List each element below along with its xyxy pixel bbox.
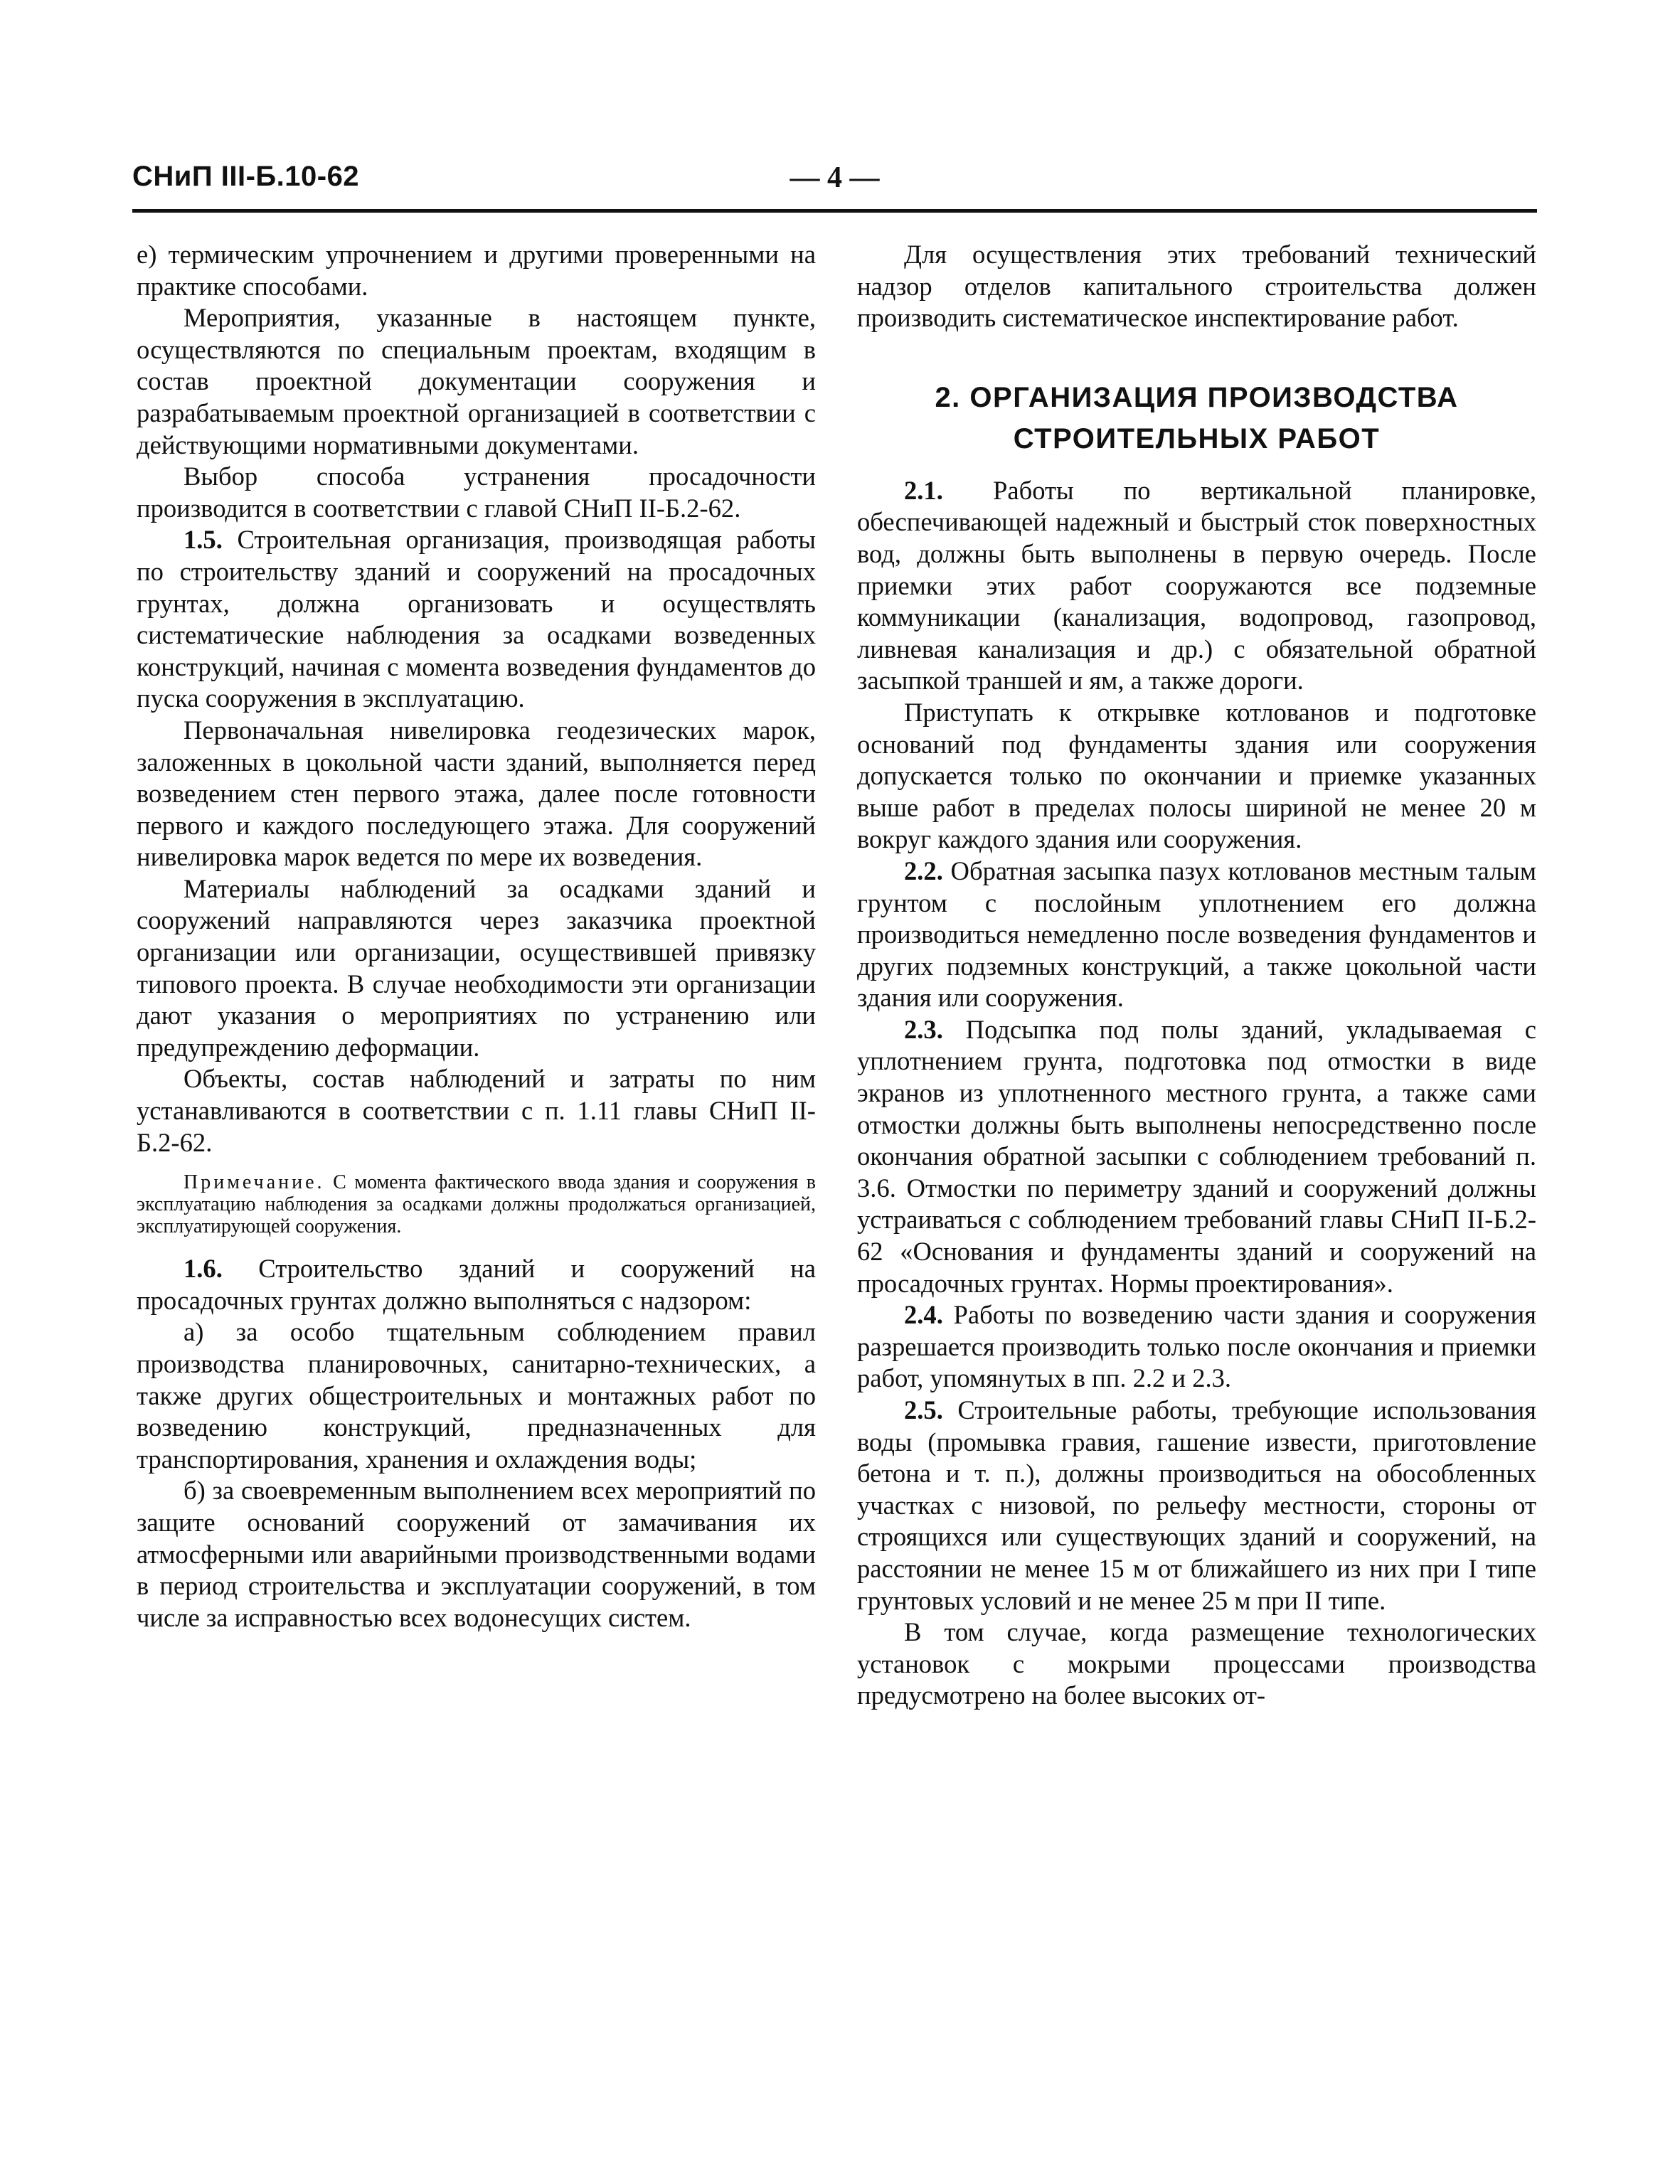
right-column <box>857 239 1536 1712</box>
clause-text: Обратная засыпка пазух котлованов местным талым грунтом с послойным уплотнением его должна производиться немедленно после возведения фундаментов и других подземных конструкций, а также цокольной части здания или сооружения. <box>857 856 1536 1013</box>
section-title-line: 2. ОРГАНИЗАЦИЯ ПРОИЗВОДСТВА <box>935 381 1459 413</box>
clause-number: 2.3. <box>904 1014 943 1044</box>
clause-text: Подсыпка под полы зданий, укладываемая с уплотнением грунта, подготовка под отмостки в виде экранов из уплотненного местного грунта, а также сами отмостки должны быть выполнены непосредственно после окончания обратной засыпки с соблюдением требований п. 3.6. Отмостки по периметру зданий и сооружений должны устраиваться с соблюдением требований главы СНиП II-Б.2-62 «Основания и фундаменты зданий и сооружений на просадочных грунтах. Нормы проектирования». <box>857 1014 1536 1298</box>
note-text: С момента фактического ввода здания и сооружения в эксплуатацию наблюдения за осадками должны продолжаться организацией, эксплуатирующей сооружения. <box>137 1171 816 1238</box>
paragraph: Приступать к открывке котлованов и подготовке оснований под фундаменты здания или сооружения допускается только по окончании и приемке указанных выше работ в пределах полосы шириной не менее 20 м вокруг каждого здания или сооружения. <box>857 697 1536 854</box>
page-header <box>132 161 1537 205</box>
document-code: СНиП III-Б.10-62 <box>132 161 360 192</box>
paragraph-2-1 <box>857 475 1536 697</box>
paragraph: В том случае, когда размещение технологических установок с мокрыми процессами производства предусмотрено на более высоких от- <box>857 1617 1536 1710</box>
clause-number: 2.4. <box>904 1300 943 1330</box>
paragraph-2-5 <box>857 1395 1536 1616</box>
clause-number: 2.1. <box>904 475 943 505</box>
left-column <box>137 239 816 1634</box>
section-title <box>857 377 1536 459</box>
clause-text: Строительство зданий и сооружений на просадочных грунтах должно выполняться с надзором: <box>137 1254 816 1315</box>
paragraph: б) за своевременным выполнением всех мероприятий по защите оснований сооружений от замачивания их атмосферными или аварийными производственными водами в период строительства и эксплуатации сооружений, в том числе за исправностью всех водонесущих систем. <box>137 1476 816 1632</box>
paragraph: Материалы наблюдений за осадками зданий и сооружений направляются через заказчика проектной организации или организации, осуществившей привязку типового проекта. В случае необходимости эти организации дают указания о мероприятиях по устранению или предупреждению деформации. <box>137 873 816 1062</box>
paragraph-1-6 <box>137 1253 816 1316</box>
clause-number: 1.5. <box>184 525 223 555</box>
paragraph-2-4 <box>857 1299 1536 1395</box>
paragraph: Мероприятия, указанные в настоящем пункте, осуществляются по специальным проектам, входящим в состав проектной документации сооружения и разрабатываемым проектной организацией в соответствии с действующими нормативными документами. <box>137 303 816 459</box>
paragraph: е) термическим упрочнением и другими проверенными на практике способами. <box>137 240 816 301</box>
note <box>137 1171 816 1237</box>
paragraph-2-3 <box>857 1014 1536 1299</box>
paragraph: Первоначальная нивелировка геодезических марок, заложенных в цокольной части зданий, выполняется перед возведением стен первого этажа, далее после готовности первого и каждого последующего этажа. Для сооружений нивелировка марок ведется по мере их возведения. <box>137 715 816 872</box>
paragraph-2-2 <box>857 856 1536 1014</box>
clause-number: 2.2. <box>904 856 943 885</box>
header-rule <box>132 209 1537 213</box>
clause-text: Строительная организация, производящая работы по строительству зданий и сооружений на просадочных грунтах, должна организовать и осуществлять систематические наблюдения за осадками возведенных конструкций, начиная с момента возведения фундаментов до пуска сооружения в эксплуатацию. <box>137 525 816 713</box>
note-label: Примечание. <box>184 1171 325 1194</box>
clause-number: 1.6. <box>184 1254 223 1284</box>
paragraph-1-5 <box>137 524 816 715</box>
section-title-line: СТРОИТЕЛЬНЫХ РАБОТ <box>1013 422 1381 454</box>
paragraph: Выбор способа устранения просадочности производится в соответствии с главой СНиП II-Б.2-62. <box>137 462 816 523</box>
paragraph: а) за особо тщательным соблюдением правил производства планировочных, санитарно-технических, а также других общестроительных и монтажных работ по возведению конструкций, предназначенных для транспортирования, хранения и охлаждения воды; <box>137 1317 816 1474</box>
paragraph: Для осуществления этих требований технический надзор отделов капитального строительства должен производить систематическое инспектирование работ. <box>857 240 1536 333</box>
page-number: — 4 — <box>790 161 880 194</box>
paragraph: Объекты, состав наблюдений и затраты по ним устанавливаются в соответствии с п. 1.11 главы СНиП II-Б.2-62. <box>137 1064 816 1157</box>
clause-text: Работы по вертикальной планировке, обеспечивающей надежный и быстрый сток поверхностных вод, должны быть выполнены в первую очередь. После приемки этих работ сооружаются все подземные коммуникации (канализация, водопровод, газопровод, ливневая канализация и др.) с обязательной обратной засыпкой траншей и ям, а также дороги. <box>857 475 1536 696</box>
clause-text: Строительные работы, требующие использования воды (промывка гравия, гашение извести, приготовление бетона и т. п.), должны производиться на обособленных участках с низовой, по рельефу местности, стороны от строящихся или существующих зданий и сооружений, на расстоянии не менее 15 м от ближайшего из них при I типе грунтовых условий и не менее 25 м при II типе. <box>857 1395 1536 1615</box>
clause-text: Работы по возведению части здания и сооружения разрешается производить только после окончания и приемки работ, упомянутых в пп. 2.2 и 2.3. <box>857 1300 1536 1393</box>
clause-number: 2.5. <box>904 1395 943 1424</box>
